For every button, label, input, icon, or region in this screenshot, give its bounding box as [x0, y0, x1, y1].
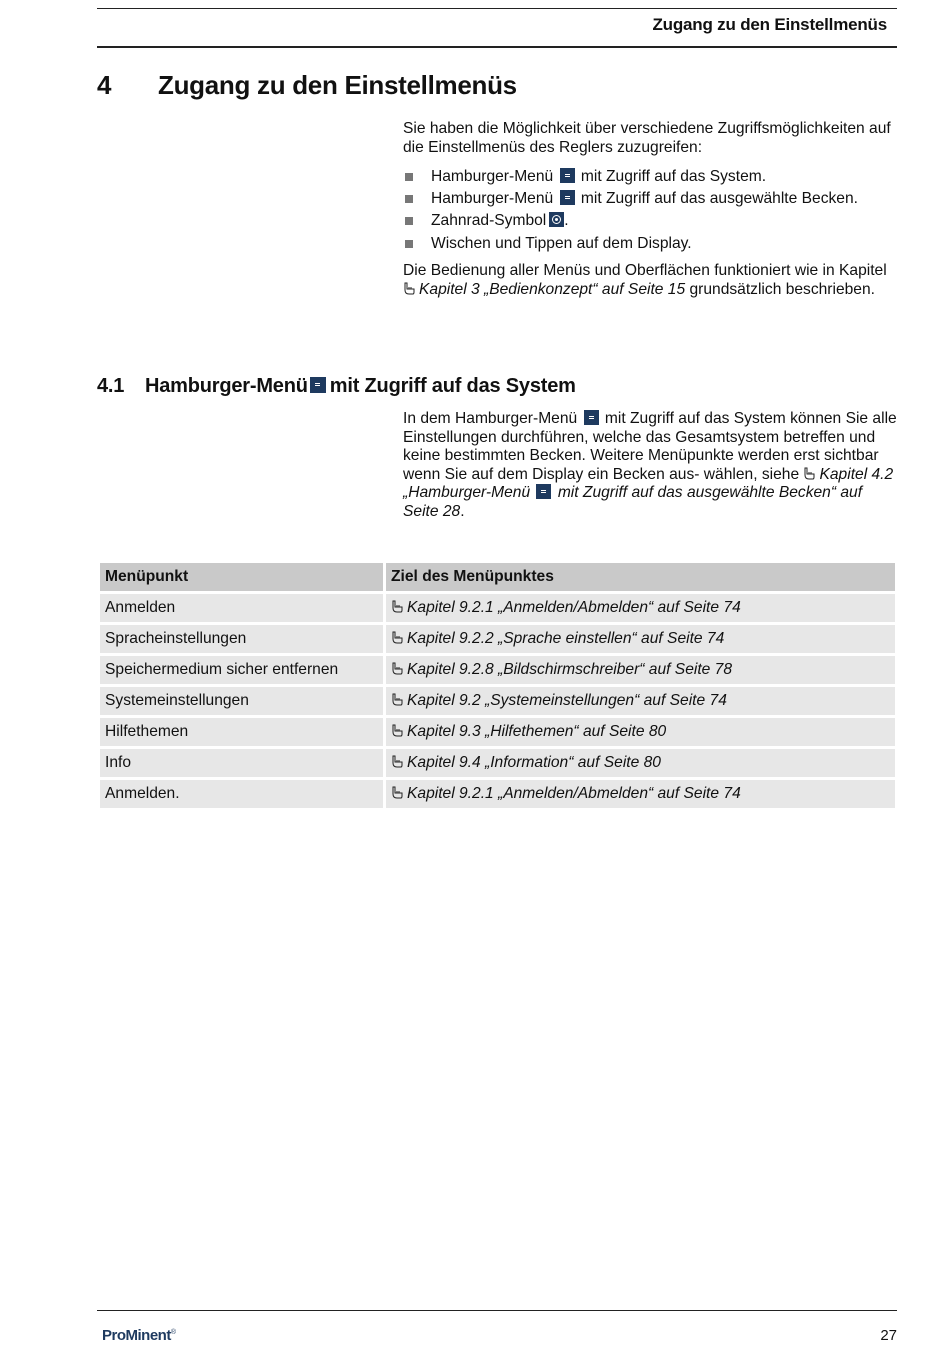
target-link[interactable]: Kapitel 9.3 „Hilfethemen“ auf Seite 80 — [407, 723, 667, 740]
menu-item-cell: Anmelden — [100, 594, 383, 622]
bullet-square-icon — [405, 173, 413, 181]
cross-reference-hand-icon — [391, 600, 404, 614]
cross-reference-hand-icon — [391, 693, 404, 707]
chapter-number: 4 — [97, 70, 112, 100]
menu-item-cell: Anmelden. — [100, 780, 383, 808]
running-header: Zugang zu den Einstellmenüs — [652, 15, 887, 34]
menu-item-cell: Speichermedium sicher entfernen — [100, 656, 383, 684]
table-row — [100, 780, 895, 808]
menu-item-cell: Hilfethemen — [100, 718, 383, 746]
target-link[interactable]: Kapitel 9.2.2 „Sprache einstellen“ auf Seite 74 — [407, 630, 725, 647]
footer-rule — [97, 1310, 897, 1311]
intro-text: Sie haben die Möglichkeit über verschiedene Zugriffsmöglichkeiten auf die Einstellmenüs des Reglers zuzugreifen: — [403, 120, 891, 156]
section-text: In dem Hamburger-Menü mit Zugriff auf das System können Sie alle Einstellungen durchführen, welche das Gesamtsystem betreffen und keine bestimmten Becken. Weitere Menüpunkte werden erst sichtbar wenn Sie auf dem Display ein Becken aus- wählen, siehe Kapitel 4.2 „Hamburger-Menü mit Zugriff auf das ausgewählte Becken“ auf Seite 28. — [403, 410, 897, 520]
hamburger-menu-icon — [560, 190, 575, 205]
chapter-closing: Die Bedienung aller Menüs und Oberflächen funktioniert wie in Kapitel Kapitel 3 „Bedienkonzept“ auf Seite 15 grundsätzlich beschrieben. — [403, 262, 887, 298]
cross-reference-hand-icon — [391, 786, 404, 800]
table-body — [100, 594, 895, 808]
list-item: Zahnrad-Symbol . — [403, 212, 899, 231]
chapter-intro — [403, 120, 899, 157]
target-link[interactable]: Kapitel 9.2.8 „Bildschirmschreiber“ auf Seite 78 — [407, 661, 733, 678]
bullet-square-icon — [405, 217, 413, 225]
menu-table — [97, 560, 898, 811]
list-item: Wischen und Tippen auf dem Display. — [403, 235, 899, 254]
target-cell — [386, 780, 895, 808]
table-row — [100, 656, 895, 684]
menu-item-cell: Systemeinstellungen — [100, 687, 383, 715]
target-link[interactable]: Kapitel 9.2.1 „Anmelden/Abmelden“ auf Seite 74 — [407, 785, 741, 802]
bullet-square-icon — [405, 240, 413, 248]
bullet-square-icon — [405, 195, 413, 203]
cross-reference-hand-icon — [391, 662, 404, 676]
page-number: 27 — [880, 1327, 897, 1344]
column-header: Ziel des Menüpunktes — [386, 563, 895, 591]
table-row — [100, 687, 895, 715]
section-number: 4.1 — [97, 375, 125, 397]
target-cell — [386, 625, 895, 653]
target-cell — [386, 718, 895, 746]
target-cell — [386, 594, 895, 622]
target-cell — [386, 749, 895, 777]
top-rule — [97, 8, 897, 9]
target-cell — [386, 656, 895, 684]
cross-reference-hand-icon — [391, 631, 404, 645]
target-link[interactable]: Kapitel 9.4 „Information“ auf Seite 80 — [407, 754, 661, 771]
target-cell — [386, 687, 895, 715]
access-options-list — [403, 168, 899, 257]
list-item: Hamburger-Menü mit Zugriff auf das System. — [403, 168, 899, 187]
menu-item-cell: Info — [100, 749, 383, 777]
cross-reference-hand-icon — [403, 282, 416, 296]
table-header-row — [100, 563, 895, 591]
cross-reference-hand-icon — [803, 467, 816, 481]
hamburger-menu-icon — [584, 410, 599, 425]
target-link[interactable]: Kapitel 9.2 „Systemeinstellungen“ auf Seite 74 — [407, 692, 727, 709]
target-link[interactable]: Kapitel 9.2.1 „Anmelden/Abmelden“ auf Seite 74 — [407, 599, 741, 616]
gear-icon — [549, 212, 564, 227]
column-header: Menüpunkt — [100, 563, 383, 591]
table-row — [100, 718, 895, 746]
table-row — [100, 594, 895, 622]
chapter-title: Zugang zu den Einstellmenüs — [158, 70, 517, 100]
chapter-4-2-link[interactable]: Kapitel 4.2 „Hamburger-Menü mit Zugriff auf das ausgewählte Becken“ auf Seite 28 — [403, 465, 894, 520]
list-item: Hamburger-Menü mit Zugriff auf das ausgewählte Becken. — [403, 190, 899, 209]
header-rule — [97, 46, 897, 48]
chapter-3-link[interactable]: Kapitel 3 „Bedienkonzept“ auf Seite 15 — [419, 280, 686, 298]
table-row — [100, 749, 895, 777]
cross-reference-hand-icon — [391, 724, 404, 738]
menu-item-cell: Spracheinstellungen — [100, 625, 383, 653]
hamburger-menu-icon — [536, 484, 551, 499]
prominent-logo: ProMinent® — [102, 1327, 176, 1344]
chapter-heading — [97, 70, 517, 101]
cross-reference-hand-icon — [391, 755, 404, 769]
hamburger-menu-icon — [310, 377, 326, 393]
hamburger-menu-icon — [560, 168, 575, 183]
section-heading: 4.1 Hamburger-Menü mit Zugriff auf das System — [97, 375, 576, 397]
table-row — [100, 625, 895, 653]
